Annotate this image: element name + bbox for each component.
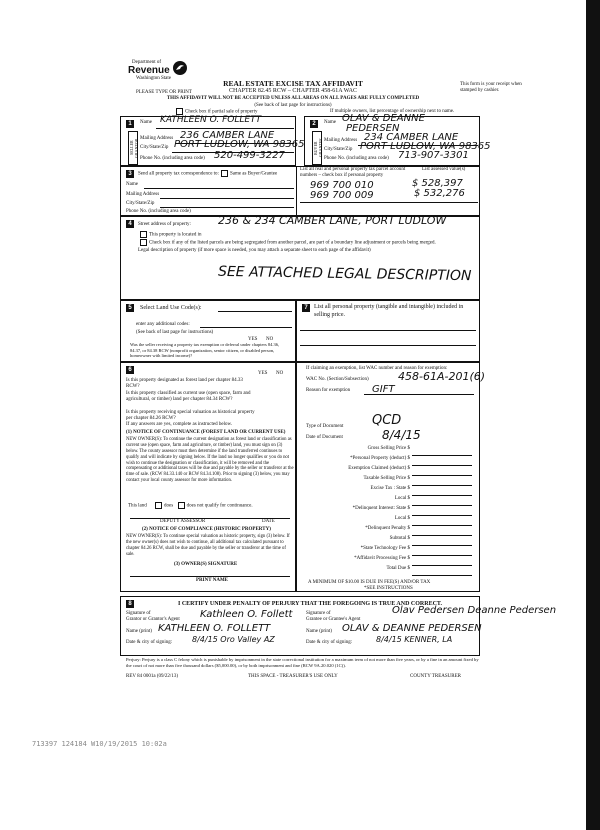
s3-phone-label: Phone No. (including area code): [126, 209, 191, 214]
parcel-2[interactable]: 969 700 009: [310, 190, 374, 201]
recording-stamp: 713397 124184 W10/19/2015 10:02a: [32, 740, 167, 748]
seller-city[interactable]: PORT LUDLOW, WA 98365: [174, 139, 305, 150]
partial-sale-label: Check box if partial sale of property: [185, 109, 258, 115]
does-not-checkbox[interactable]: [178, 502, 185, 509]
buyer-phone[interactable]: 713-907-3301: [398, 150, 469, 161]
s3-name-label: Name: [126, 182, 138, 187]
calc-row: Exemption Claimed (deduct) $: [348, 466, 410, 471]
assessed-header: List assessed value(s): [422, 167, 466, 172]
section-4-badge: 4: [126, 220, 134, 228]
seller-side-label: SELLER GRANTOR: [128, 131, 138, 165]
s3-city-label: City/State/Zip: [126, 201, 155, 206]
calc-row: Taxable Selling Price $: [363, 476, 410, 481]
agency-line1: Department of: [132, 60, 162, 65]
located-in-checkbox[interactable]: [140, 231, 147, 238]
grantor-date-label: Date & city of signing:: [126, 640, 173, 645]
grantee-sig-label-b: Grantee or Grantee's Agent: [306, 617, 361, 623]
exemption-intro: If claiming an exemption, list WAC number and reason for exemption:: [306, 366, 448, 371]
reason-label: Reason for exemption: [306, 388, 351, 393]
calc-row: Local $: [394, 516, 410, 521]
section-1-badge: 1: [126, 120, 134, 128]
date-label: Date of Document: [306, 435, 343, 440]
does-checkbox[interactable]: [155, 502, 162, 509]
s6-no: NO: [276, 371, 284, 376]
s5-exemption-q: Was the seller receiving a property tax exemption or deferral under chapters 84.36, 84.37, or 84.38 RCW (nonprofit organization, senior citizen, or disabled person, homeowner with limited income)?: [130, 342, 280, 359]
s6-yes: YES: [258, 371, 268, 376]
same-as-buyer-checkbox[interactable]: [221, 170, 228, 177]
type-label: Type of Document: [306, 424, 344, 429]
buyer-name-line1[interactable]: OLAV & DEANNE: [342, 113, 425, 124]
legal-label: Legal description of property (if more space is needed, you may attach a separate sheet to each page of the affidavit): [138, 248, 371, 253]
same-as-buyer-label: Same as Buyer/Grantee: [229, 171, 278, 177]
form-notice: THIS AFFIDAVIT WILL NOT BE ACCEPTED UNLESS ALL AREAS ON ALL PAGES ARE FULLY COMPLETED: [166, 96, 420, 101]
print-name: PRINT NAME: [196, 578, 228, 583]
wac-value[interactable]: 458-61A-201(6): [398, 370, 486, 383]
date-value[interactable]: 8/4/15: [382, 428, 421, 442]
grantor-sig-label-b: Grantor or Grantor's Agent: [126, 617, 180, 623]
buyer-mailing-label: Mailing Address: [324, 138, 358, 143]
legal-description[interactable]: SEE ATTACHED LEGAL DESCRIPTION: [217, 263, 472, 285]
see-instructions: *SEE INSTRUCTIONS: [364, 586, 413, 591]
grantor-date[interactable]: 8/4/15 Oro Valley AZ: [192, 635, 275, 644]
section-5-badge: 5: [126, 304, 134, 312]
section-4-property: [120, 216, 480, 300]
agency-line3: Washington State: [136, 76, 172, 81]
grantor-name[interactable]: KATHLEEN O. FOLLETT: [158, 623, 271, 634]
see-back-header: (See back of last page for instructions): [254, 103, 332, 108]
buyer-side-label: BUYER GRANTEE: [312, 131, 322, 165]
grantee-date[interactable]: 8/4/15 KENNER, LA: [376, 635, 453, 644]
grantee-sig-label: [306, 611, 360, 624]
form-title: REAL ESTATE EXCISE TAX AFFIDAVIT: [223, 79, 363, 88]
grantor-sig-label: [126, 611, 180, 624]
notice2-body: NEW OWNER(S): To continue special valuation as historic property, sign (3) below. If the new owner(s) does not wish to continue, all additional tax calculated pursuant to chapter 84.26 RCW, shall be due and payable by the seller or transferor at the time of sale.: [126, 534, 290, 557]
calc-row: Total Due $: [386, 566, 410, 571]
seller-mailing-label: Mailing Address: [140, 136, 174, 141]
buyer-phone-label: Phone No. (including area code): [324, 156, 389, 161]
segregated-checkbox[interactable]: [140, 239, 147, 246]
calc-row: *Delinquent Interest: State $: [352, 506, 410, 511]
buyer-city-label: City/State/Zip: [324, 147, 353, 152]
land-use-label: Select Land Use Code(s):: [140, 305, 202, 311]
revenue-logo-icon: [172, 60, 188, 76]
additional-codes-label: enter any additional codes:: [136, 322, 190, 327]
grantee-sig-label-a: Signature of: [306, 611, 331, 616]
s6-q4: If any answers are yes, complete as instructed below.: [126, 422, 233, 427]
personal-property-label: List all personal property (tangible and intangible) included in selling price.: [314, 304, 464, 318]
does-not-label: does not qualify for continuance.: [186, 503, 253, 509]
tax-corr-label: [138, 170, 277, 178]
grantor-name-label: Name (print): [126, 629, 152, 634]
street-address[interactable]: 236 & 234 CAMBER LANE, PORT LUDLOW: [218, 214, 447, 227]
agency-line2: Revenue: [128, 65, 170, 76]
multiple-owners-note: If multiple owners, list percentage of ownership next to name.: [330, 109, 455, 114]
buyer-name-label: Name: [324, 120, 336, 125]
seller-phone-label: Phone No. (including area code): [140, 156, 205, 161]
buyer-name-line2[interactable]: PEDERSEN: [346, 123, 400, 134]
calc-row: *Affidavit Processing Fee $: [354, 556, 410, 561]
tax-corr-text: Send all property tax correspondence to:: [138, 171, 219, 177]
perjury-note: Perjury: Perjury is a class C felony which is punishable by imprisonment in the state correctional institution for a maximum term of not more than five years, or by a fine in an amount fixed by the court of not more than five thousand dollars ($5,000.00), or by both imprisonment and fine (RCW 9A.20.020 (1C)).: [126, 657, 479, 668]
calc-row: Gross Selling Price $: [367, 446, 410, 451]
s3-mailing-label: Mailing Address: [126, 192, 160, 197]
calc-row: Local $: [394, 496, 410, 501]
assessed-1[interactable]: $ 528,397: [412, 178, 463, 189]
calc-row: Subtotal $: [389, 536, 410, 541]
grantee-name[interactable]: OLAV & DEANNE PEDERSEN: [342, 623, 482, 634]
segregated-text: Check box if any of the listed parcels are being segregated from another parcel, are part of a boundary line adjustment or parcels being merged.: [149, 240, 436, 246]
seller-phone[interactable]: 520-499-3227: [214, 150, 285, 161]
please-type: PLEASE TYPE OR PRINT: [136, 90, 192, 95]
calc-row: *Delinquent Penalty $: [365, 526, 410, 531]
grantee-name-label: Name (print): [306, 629, 332, 634]
located-label: This property is located in: [149, 232, 202, 238]
s5-see-back: (See back of last page for instructions): [136, 330, 214, 335]
notice2-title: (2) NOTICE OF COMPLIANCE (HISTORIC PROPERTY): [142, 527, 271, 532]
wac-label: WAC No. (Section/Subsection): [306, 377, 369, 382]
notice1-body: NEW OWNER(S): To continue the current designation as forest land or classification as current use (open space, farm and agriculture, or timber) land, you must sign on (3) below. The county assessor must then determine if the land transferred continues to qualify and will indicate by signing below. If the land no longer qualifies or you do not wish to continue the designation or classification, it will be removed and the compensating or additional taxes will be due and payable by the seller or transferor at the time of sale. (RCW 84.33.140 or RCW 84.34.108). Prior to signing (3) below, you may contact your local county assessor for more information.: [126, 437, 294, 484]
type-value[interactable]: QCD: [372, 413, 402, 428]
section-3-badge: 3: [126, 170, 134, 178]
grantee-date-label: Date & city of signing:: [306, 640, 353, 645]
street-label: Street address of property:: [138, 222, 191, 227]
grantee-signature[interactable]: Olav Pedersen Deanne Pedersen: [392, 605, 557, 616]
located-in: [138, 231, 202, 239]
does-label: does: [164, 503, 174, 509]
parcel-header: List all real and personal property tax parcel account numbers – check box if personal property: [300, 167, 406, 179]
grantor-sig-label-a: Signature of: [126, 611, 151, 616]
grantor-signature[interactable]: Kathleen O. Follett: [200, 609, 293, 620]
s6-q2: Is this property classified as current use (open space, farm and agricultural, or timber) land per chapter 84.34 RCW?: [126, 391, 251, 403]
this-land: [128, 502, 253, 510]
deputy-date: DATE: [262, 519, 275, 524]
section-7-badge: 7: [302, 304, 310, 312]
calc-value-lines: [412, 446, 472, 576]
certify-text: I CERTIFY UNDER PENALTY OF PERJURY THAT THE FOREGOING IS TRUE AND CORRECT.: [177, 601, 442, 607]
form-revision: REV 84 0001a (09/22/13): [126, 674, 178, 679]
minimum-note: A MINIMUM OF $10.00 IS DUE IN FEE(S) AND/OR TAX: [308, 580, 431, 585]
seller-mailing[interactable]: 236 CAMBER LANE: [180, 130, 275, 141]
notice1-title: (1) NOTICE OF CONTINUANCE (FOREST LAND OR CURRENT USE): [126, 430, 286, 435]
s5-yes: YES: [248, 337, 258, 342]
section-6-badge: 6: [126, 366, 134, 374]
seller-name[interactable]: KATHLEEN O. FOLLETT: [160, 115, 262, 125]
partial-sale-checkbox[interactable]: [176, 108, 183, 115]
segregated-check: [138, 239, 436, 247]
form-subtitle: CHAPTER 82.45 RCW – CHAPTER 458-61A WAC: [229, 88, 357, 94]
section-2-badge: 2: [310, 120, 318, 128]
this-land-label: This land: [128, 503, 147, 509]
calc-row: *State Technology Fee $: [360, 546, 410, 551]
calc-row: *Personal Property (deduct) $: [350, 456, 410, 461]
owner-signature: (3) OWNER(S) SIGNATURE: [174, 562, 238, 567]
section-8-badge: 8: [126, 600, 134, 608]
seller-city-label: City/State/Zip: [140, 145, 169, 150]
county-treasurer: COUNTY TREASURER: [410, 674, 461, 679]
buyer-city[interactable]: PORT LUDLOW, WA 98365: [360, 141, 491, 152]
reason-value[interactable]: GIFT: [372, 384, 395, 395]
deputy-assessor: DEPUTY ASSESSOR: [160, 519, 206, 524]
parcel-1[interactable]: 969 700 010: [310, 180, 374, 191]
s6-q3: Is this property receiving special valuation as historical property per chapter 84.26 RCW?: [126, 410, 255, 422]
seller-name-label: Name: [140, 120, 152, 125]
receipt-note: This form is your receipt when stamped by cashier.: [460, 82, 522, 94]
buyer-mailing[interactable]: 234 CAMBER LANE: [364, 132, 459, 143]
s5-no: NO: [266, 337, 274, 342]
s6-q1: Is this property designated as forest land per chapter 84.33 RCW?: [126, 378, 243, 390]
assessed-2[interactable]: $ 532,276: [414, 188, 465, 199]
treasurer-use: THIS SPACE - TREASURER'S USE ONLY: [248, 674, 338, 679]
calc-row: Excise Tax : State $: [370, 486, 410, 491]
